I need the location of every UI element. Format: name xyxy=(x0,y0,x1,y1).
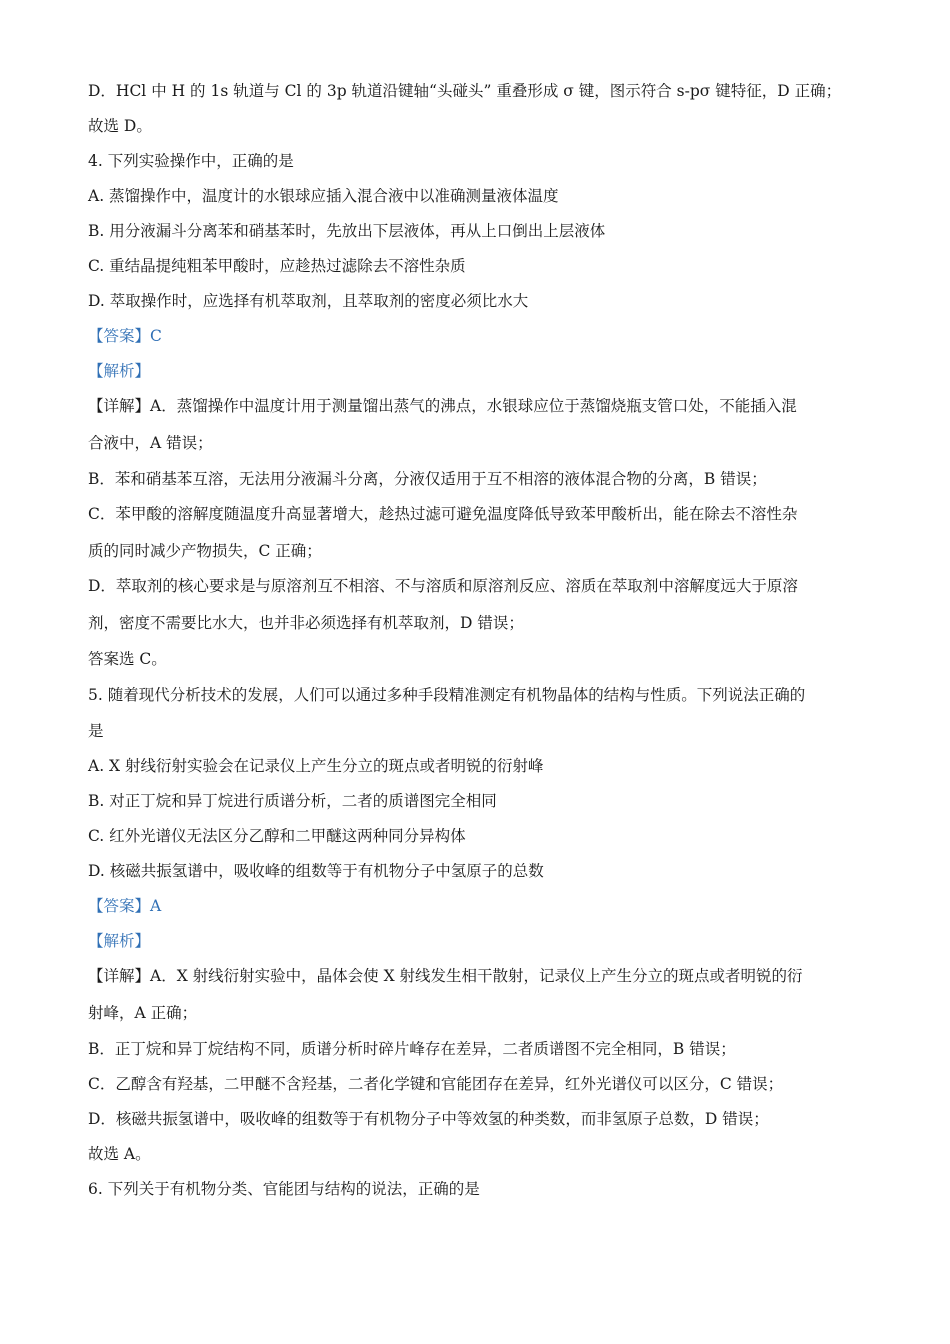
question-4-detail-d-2: 剂，密度不需要比水大，也并非必须选择有机萃取剂，D 错误； xyxy=(88,614,524,632)
question-5-option-d: D. 核磁共振氢谱中，吸收峰的组数等于有机物分子中氢原子的总数 xyxy=(88,862,544,880)
question-6-stem: 6. 下列关于有机物分类、官能团与结构的说法，正确的是 xyxy=(88,1180,480,1198)
question-5-detail-a-2: 射峰，A 正确； xyxy=(88,1004,198,1022)
question-5-stem-1: 5. 随着现代分析技术的发展，人们可以通过多种手段精准测定有机物晶体的结构与性质。下列说法正确的 xyxy=(88,686,806,704)
question-5-detail-b: B．正丁烷和异丁烷结构不同，质谱分析时碎片峰存在差异，二者质谱图不完全相同，B 错误； xyxy=(88,1040,736,1058)
question-5-answer-label: 【答案】A xyxy=(88,897,162,915)
question-5-option-c: C. 红外光谱仪无法区分乙醇和二甲醚这两种同分异构体 xyxy=(88,827,466,845)
question-5-analysis-label: 【解析】 xyxy=(88,932,151,950)
question-4-option-d: D. 萃取操作时，应选择有机萃取剂，且萃取剂的密度必须比水大 xyxy=(88,292,529,310)
question-4-final-answer: 答案选 C。 xyxy=(88,650,167,668)
question-4-option-b: B. 用分液漏斗分离苯和硝基苯时，先放出下层液体，再从上口倒出上层液体 xyxy=(88,222,606,240)
question-4-option-c: C. 重结晶提纯粗苯甲酸时，应趁热过滤除去不溶性杂质 xyxy=(88,257,466,275)
question-5-stem-2: 是 xyxy=(88,722,104,740)
question-5-final-answer: 故选 A。 xyxy=(88,1145,151,1163)
question-5-detail-a-1: 【详解】A．X 射线衍射实验中，晶体会使 X 射线发生相干散射，记录仪上产生分立的斑点或者明锐的衍 xyxy=(88,967,803,985)
question-4-detail-c-1: C．苯甲酸的溶解度随温度升高显著增大，趁热过滤可避免温度降低导致苯甲酸析出，能在除去不溶性杂 xyxy=(88,505,798,523)
question-4-detail-c-2: 质的同时减少产物损失，C 正确； xyxy=(88,542,322,560)
text-line-prev-answer: 故选 D。 xyxy=(88,117,152,135)
question-4-option-a: A. 蒸馏操作中，温度计的水银球应插入混合液中以准确测量液体温度 xyxy=(88,187,559,205)
question-4-detail-a-2: 合液中，A 错误； xyxy=(88,434,213,452)
question-4-detail-b: B．苯和硝基苯互溶，无法用分液漏斗分离，分液仅适用于互不相溶的液体混合物的分离，B 错误； xyxy=(88,470,767,488)
text-line-prev-option-d: D．HCl 中 H 的 1s 轨道与 Cl 的 3p 轨道沿键轴“头碰头” 重叠形成 σ 键，图示符合 s-pσ 键特征，D 正确； xyxy=(88,82,842,100)
question-5-detail-c: C．乙醇含有羟基，二甲醚不含羟基，二者化学键和官能团存在差异，红外光谱仪可以区分，C 错误； xyxy=(88,1075,784,1093)
question-4-answer-label: 【答案】C xyxy=(88,327,162,345)
question-4-analysis-label: 【解析】 xyxy=(88,362,151,380)
question-5-option-a: A. X 射线衍射实验会在记录仪上产生分立的斑点或者明锐的衍射峰 xyxy=(88,757,544,775)
question-4-detail-a-1: 【详解】A．蒸馏操作中温度计用于测量馏出蒸气的沸点，水银球应位于蒸馏烧瓶支管口处，不能插入混 xyxy=(88,397,797,415)
question-5-option-b: B. 对正丁烷和异丁烷进行质谱分析，二者的质谱图完全相同 xyxy=(88,792,497,810)
question-5-detail-d: D．核磁共振氢谱中，吸收峰的组数等于有机物分子中等效氢的种类数，而非氢原子总数，D 错误； xyxy=(88,1110,769,1128)
question-4-detail-d-1: D．萃取剂的核心要求是与原溶剂互不相溶、不与溶质和原溶剂反应、溶质在萃取剂中溶解度远大于原溶 xyxy=(88,577,798,595)
question-4-stem: 4. 下列实验操作中，正确的是 xyxy=(88,152,294,170)
